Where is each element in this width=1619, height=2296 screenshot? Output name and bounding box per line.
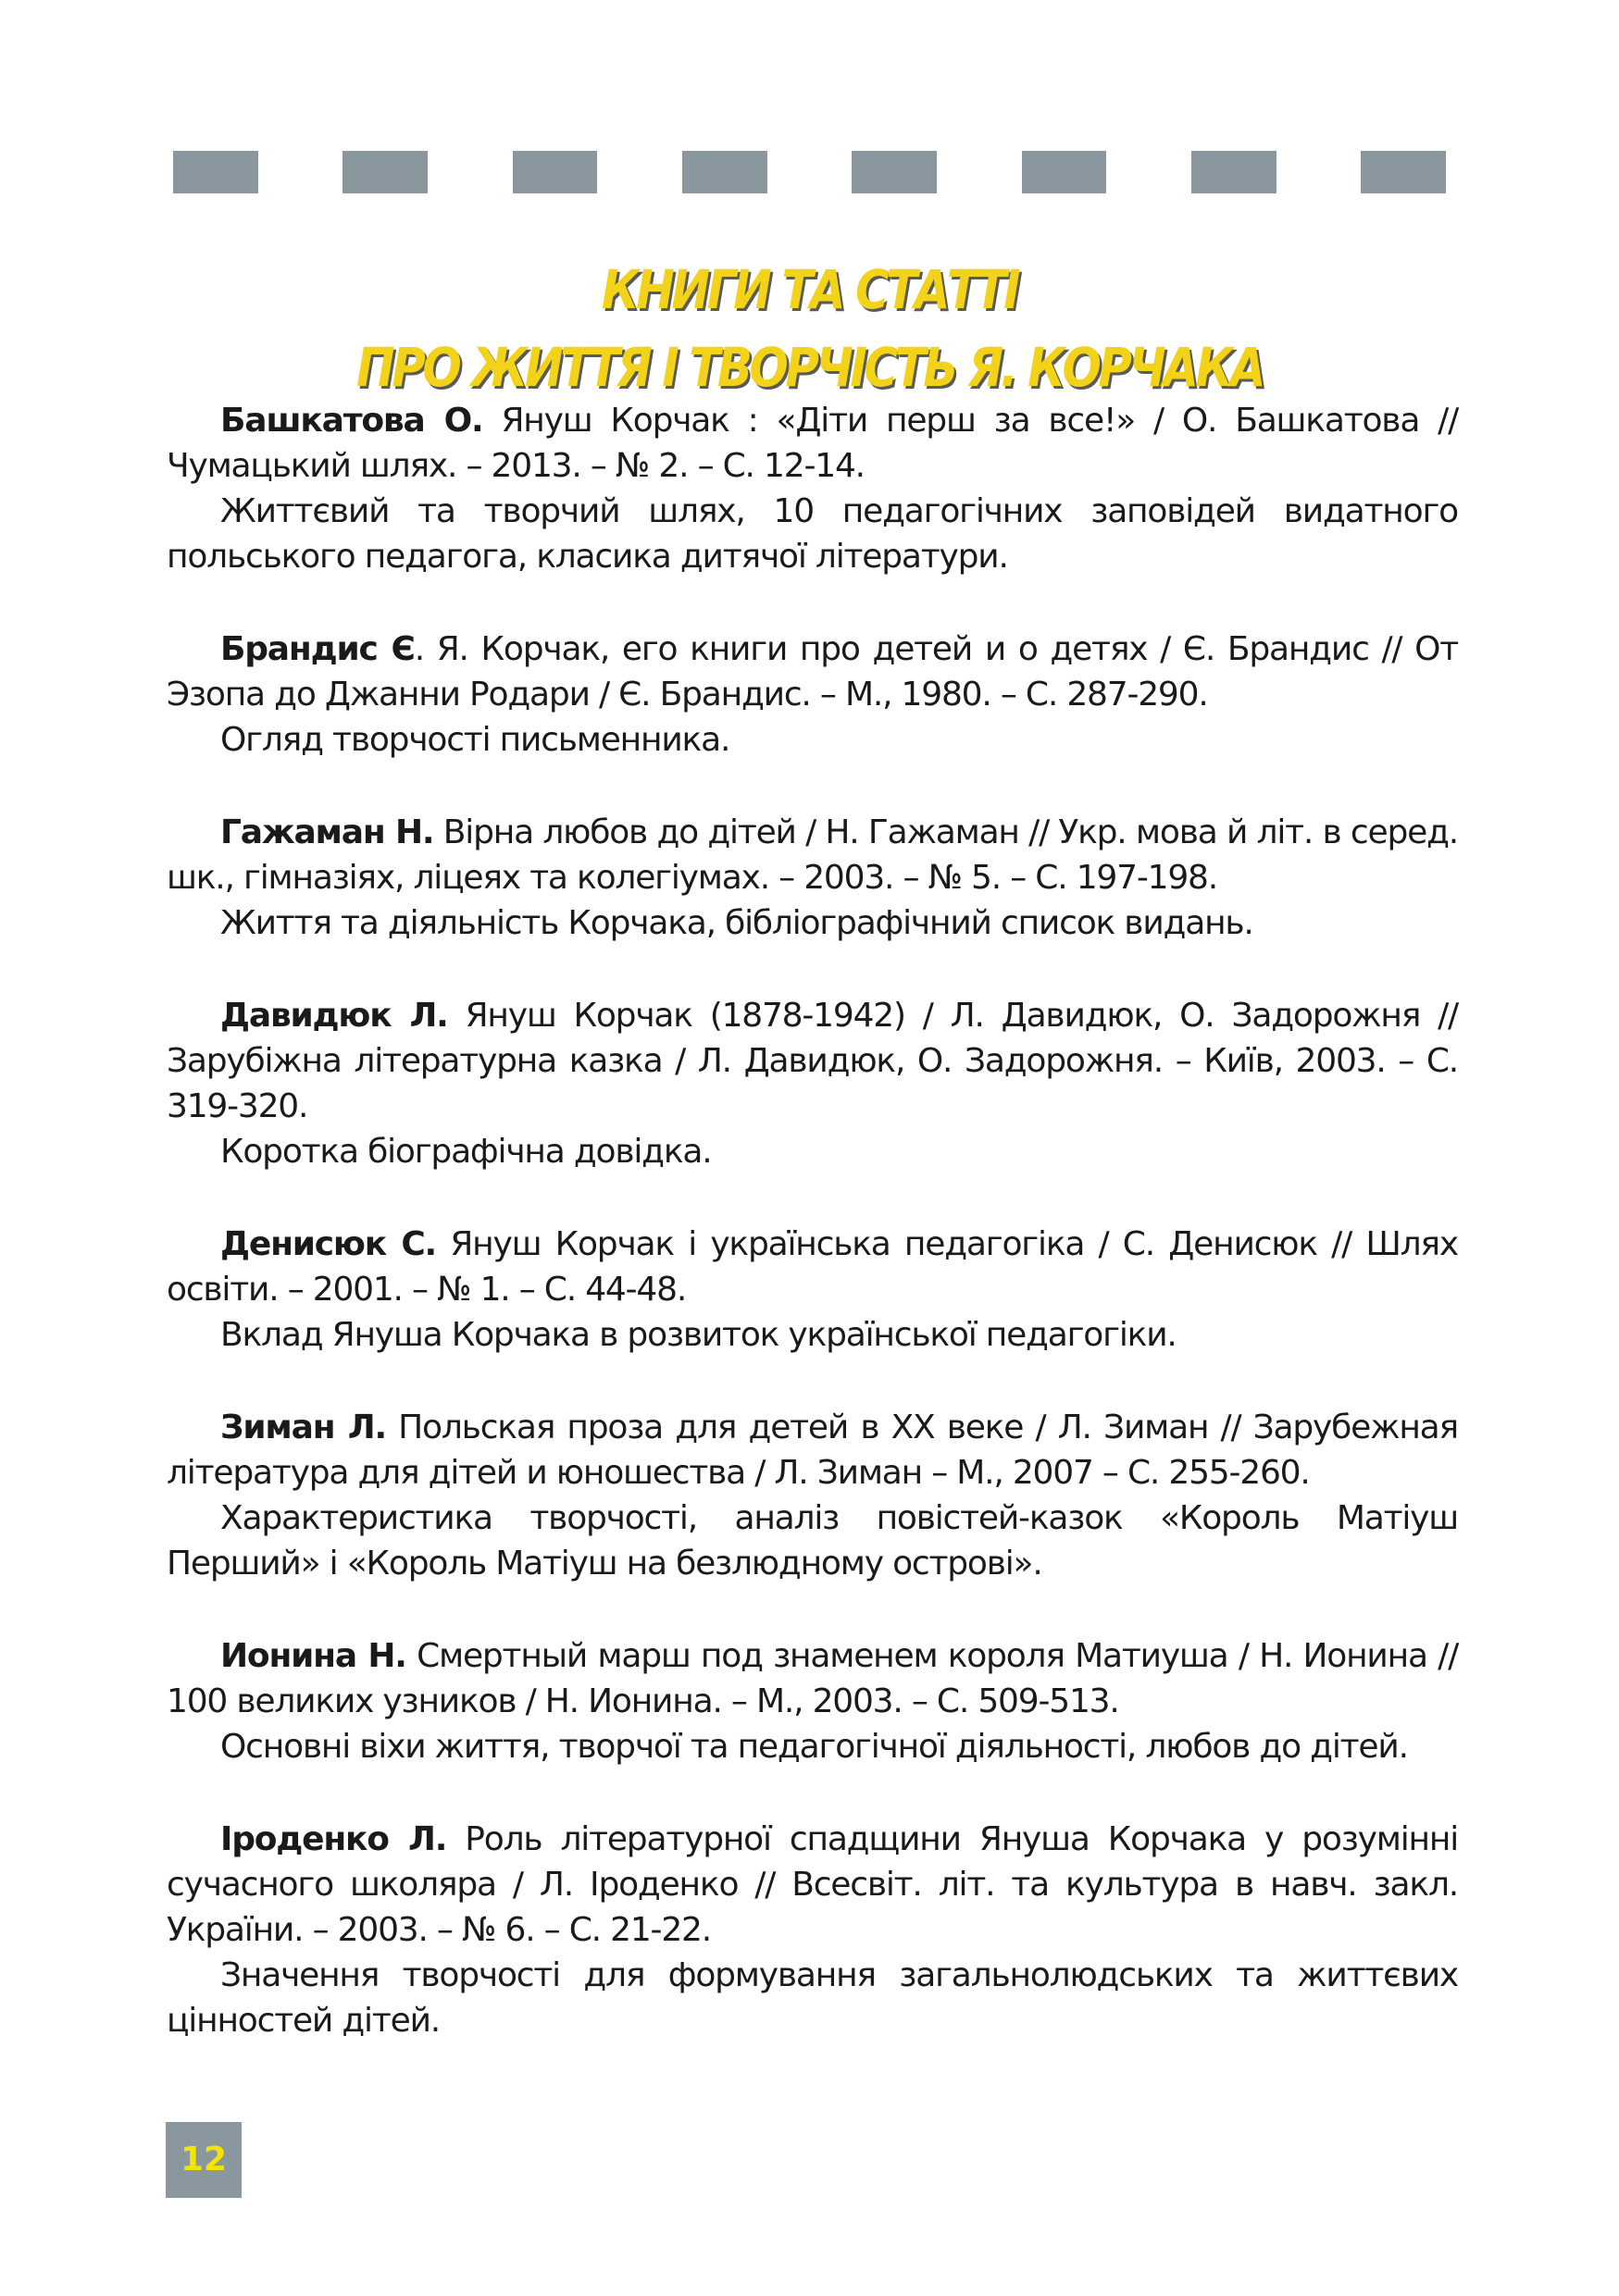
entry-citation bbox=[167, 1817, 1458, 1953]
bibliography-entry bbox=[167, 1405, 1458, 1586]
bibliography-entry bbox=[167, 1633, 1458, 1769]
entry-citation bbox=[167, 810, 1458, 900]
entry-annotation: Коротка біографічна довідка. bbox=[220, 1133, 712, 1171]
entry-author: Башкатова О. bbox=[220, 402, 483, 440]
entry-author: Брандис Є bbox=[220, 630, 415, 668]
bibliography-list bbox=[167, 398, 1458, 2091]
stripe-segment bbox=[682, 151, 767, 193]
bibliography-entry bbox=[167, 398, 1458, 579]
stripe-segment bbox=[937, 151, 1022, 193]
entry-citation-text: Смертный марш под знаменем короля Матиуша / Н. Ионина // 100 великих узников / Н. Ионина. – М., 2003. – С. 509-513. bbox=[167, 1637, 1458, 1720]
stripe-segment bbox=[173, 151, 258, 193]
bibliography-entry bbox=[167, 993, 1458, 1174]
entry-citation bbox=[167, 1405, 1458, 1496]
stripe-segment bbox=[1191, 151, 1277, 193]
entry-annotation: Життєвий та творчий шлях, 10 педагогічних заповідей видатного польського педагога, класика дитячої літератури. bbox=[167, 492, 1458, 576]
entry-annotation: Огляд творчості письменника. bbox=[220, 721, 730, 759]
stripe-segment bbox=[1277, 151, 1362, 193]
decorative-stripe-bar bbox=[173, 151, 1446, 193]
entry-citation bbox=[167, 1222, 1458, 1312]
stripe-segment bbox=[1361, 151, 1446, 193]
entry-author: Ионина Н. bbox=[220, 1637, 406, 1675]
bibliography-entry bbox=[167, 1817, 1458, 2043]
entry-annotation: Основні віхи життя, творчої та педагогічної діяльності, любов до дітей. bbox=[220, 1728, 1408, 1766]
stripe-segment bbox=[342, 151, 428, 193]
entry-annotation: Вклад Януша Корчака в розвиток української педагогіки. bbox=[220, 1316, 1177, 1354]
entry-citation-text: Януш Корчак і українська педагогіка / С. Денисюк // Шлях освіти. – 2001. – № 1. – С. 44-48. bbox=[167, 1225, 1458, 1309]
stripe-segment bbox=[1106, 151, 1191, 193]
entry-citation bbox=[167, 993, 1458, 1129]
entry-annotation: Значення творчості для формування загальнолюдських та життєвих цінностей дітей. bbox=[167, 1956, 1458, 2040]
page-number: 12 bbox=[166, 2122, 242, 2198]
entry-citation-text: Польская проза для детей в XX веке / Л. Зиман // Зарубежная література для дітей и юношества / Л. Зиман – М., 2007 – С. 255-260. bbox=[167, 1409, 1458, 1492]
entry-annotation: Життя та діяльність Корчака, бібліографічний список видань. bbox=[220, 904, 1253, 942]
entry-citation-text: Вірна любов до дітей / Н. Гажаман // Укр. мова й літ. в серед. шк., гімназіях, ліцеях та колегіумах. – 2003. – № 5. – С. 197-198. bbox=[167, 813, 1458, 897]
stripe-segment bbox=[428, 151, 513, 193]
bibliography-entry bbox=[167, 1222, 1458, 1358]
stripe-segment bbox=[513, 151, 598, 193]
bibliography-entry bbox=[167, 627, 1458, 763]
page-title-line-2: ПРО ЖИТТЯ І ТВОРЧІСТЬ Я. КОРЧАКА bbox=[355, 335, 1264, 399]
entry-author: Денисюк С. bbox=[220, 1225, 437, 1263]
stripe-segment bbox=[597, 151, 682, 193]
entry-citation-text: Януш Корчак (1878-1942) / Л. Давидюк, О. Задорожня // Зарубіжна літературна казка / Л. Давидюк, О. Задорожня. – Київ, 2003. – С. 319-320. bbox=[167, 997, 1458, 1125]
bibliography-entry bbox=[167, 810, 1458, 946]
page-title bbox=[113, 251, 1505, 406]
entry-citation-text: Роль літературної спадщини Януша Корчака у розумінні сучасного школяра / Л. Іроденко // Всесвіт. літ. та культура в навч. закл. України. – 2003. – № 6. – С. 21-22. bbox=[167, 1820, 1458, 1949]
entry-author: Зиман Л. bbox=[220, 1409, 386, 1446]
stripe-segment bbox=[852, 151, 937, 193]
entry-citation bbox=[167, 1633, 1458, 1724]
stripe-segment bbox=[1022, 151, 1107, 193]
entry-citation bbox=[167, 398, 1458, 489]
stripe-segment bbox=[258, 151, 343, 193]
entry-author: Іроденко Л. bbox=[220, 1820, 447, 1858]
entry-annotation: Характеристика творчості, аналіз повістей-казок «Король Матіуш Перший» і «Король Матіуш на безлюдному острові». bbox=[167, 1499, 1458, 1582]
stripe-segment bbox=[767, 151, 853, 193]
entry-citation bbox=[167, 627, 1458, 717]
entry-citation-text: . Я. Корчак, его книги про детей и о детях / Є. Брандис // От Эзопа до Джанни Родари / Є. Брандис. – М., 1980. – С. 287-290. bbox=[167, 630, 1458, 714]
entry-author: Гажаман Н. bbox=[220, 813, 434, 851]
entry-citation-text: Януш Корчак : «Діти перш за все!» / О. Башкатова // Чумацький шлях. – 2013. – № 2. – С. 12-14. bbox=[167, 402, 1458, 485]
page-title-line-1: КНИГИ ТА СТАТТІ bbox=[601, 257, 1018, 321]
entry-author: Давидюк Л. bbox=[220, 997, 448, 1035]
